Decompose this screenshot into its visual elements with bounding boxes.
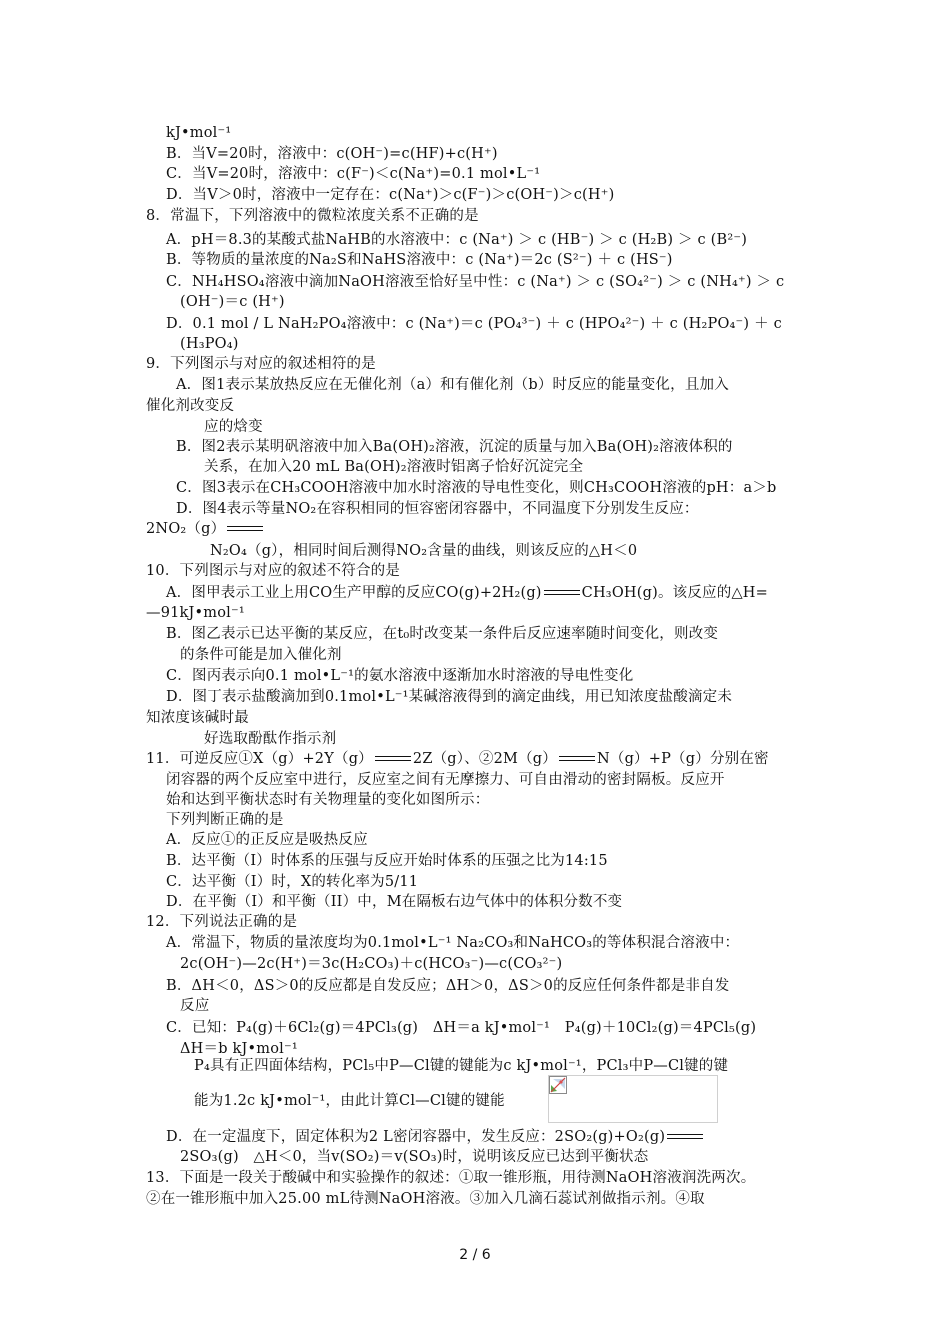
equilibrium-arrow-icon (667, 1132, 703, 1142)
q11-part3: N（g）+P（g）分别在密 (596, 751, 769, 767)
q8-option-d: D．0.1 mol / L NaH₂PO₄溶液中：c (Na⁺)＝c (PO₄³⁻) ＋ c (HPO₄²⁻) ＋ c (H₂PO₄⁻) ＋ c (166, 316, 782, 332)
q9-option-b-cont: 关系，在加入20 mL Ba(OH)₂溶液时铝离子恰好沉淀完全 (204, 459, 584, 475)
q11-prompt: 下列判断正确的是 (166, 812, 284, 828)
q10-option-d: D．图丁表示盐酸滴加到0.1mol•L⁻¹某碱溶液得到的滴定曲线，用已知浓度盐酸滴定未 (166, 689, 733, 705)
q8-option-d-cont: (H₃PO₄) (180, 336, 239, 352)
q10-option-b-cont: 的条件可能是加入催化剂 (180, 647, 342, 663)
broken-image-icon (549, 1076, 567, 1094)
q9-option-a-cont2: 应的焓变 (204, 419, 263, 435)
q12-option-c-cont2: P₄具有正四面体结构，PCl₅中P—Cl键的键能为c kJ•mol⁻¹，PCl₃中P—Cl键的键 (194, 1058, 729, 1074)
q10-option-d-cont2: 好选取酚酞作指示剂 (204, 731, 337, 747)
q11-cont2: 始和达到平衡状态时有关物理量的变化如图所示： (166, 792, 490, 808)
q11-option-c: C．达平衡（I）时，X的转化率为5/11 (166, 874, 419, 890)
q10-a-part2: CH₃OH(g)。该反应的△H= (581, 585, 768, 601)
q12-option-d-cont: 2SO₃(g) △H＜0，当v(SO₂)＝v(SO₃)时，说明该反应已达到平衡状态 (180, 1149, 649, 1165)
q9-option-d: D．图4表示等量NO₂在容积相同的恒容密闭容器中，不同温度下分别发生反应： (176, 501, 699, 517)
q10-option-c: C．图丙表示向0.1 mol•L⁻¹的氨水溶液中逐渐加水时溶液的导电性变化 (166, 668, 634, 684)
q9-option-d-eq (146, 519, 265, 539)
q11-part1: 11．可逆反应①X（g）+2Y（g） (146, 751, 373, 767)
q12-option-a: A．常温下，物质的量浓度均为0.1mol•L⁻¹ Na₂CO₃和NaHCO₃的等体积混合溶液中： (166, 935, 740, 951)
equilibrium-arrow-icon (227, 524, 263, 534)
q10-option-b: B．图乙表示已达平衡的某反应，在t₀时改变某一条件后反应速率随时间变化，则改变 (166, 626, 719, 642)
question-11-title (146, 749, 769, 769)
reactant-text: 2NO₂（g） (146, 521, 226, 537)
q12-option-c: C．已知：P₄(g)＋6Cl₂(g)＝4PCl₃(g) ΔH＝a kJ•mol⁻¹ P₄(g)＋10Cl₂(g)＝4PCl₅(g) (166, 1020, 757, 1036)
q8-option-c-cont: (OH⁻)＝c (H⁺) (180, 294, 285, 310)
q8-option-a: A．pH＝8.3的某酸式盐NaHB的水溶液中：c (Na⁺) ＞ c (HB⁻) ＞ c (H₂B) ＞ c (B²⁻) (166, 232, 748, 248)
q11-cont: 闭容器的两个反应室中进行，反应室之间有无摩擦力、可自由滑动的密封隔板。反应开 (166, 772, 725, 788)
text-line: kJ•mol⁻¹ (166, 125, 232, 141)
question-13-title: 13．下面是一段关于酸碱中和实验操作的叙述：①取一锥形瓶，用待测NaOH溶液润洗两次。 (146, 1170, 756, 1186)
q9-option-c: C．图3表示在CH₃COOH溶液中加水时溶液的导电性变化，则CH₃COOH溶液的pH：a＞b (176, 480, 777, 496)
q11-option-a: A．反应①的正反应是吸热反应 (166, 832, 368, 848)
q11-part2: 2Z（g）、②2M（g） (412, 751, 557, 767)
q10-option-d-cont: 知浓度该碱时最 (146, 710, 249, 726)
q10-option-a (166, 583, 768, 603)
page-number: 2 / 6 (459, 1247, 491, 1263)
q12-option-b-cont: 反应 (180, 998, 210, 1014)
q12-option-d (166, 1127, 705, 1147)
question-10-title: 10．下列图示与对应的叙述不符合的是 (146, 563, 401, 579)
q13-cont: ②在一锥形瓶中加入25.00 mL待测NaOH溶液。③加入几滴石蕊试剂做指示剂。④取 (146, 1191, 705, 1207)
q12-d-part1: D．在一定温度下，固定体积为2 L密闭容器中，发生反应：2SO₂(g)+O₂(g) (166, 1129, 666, 1145)
q11-option-b: B．达平衡（I）时体系的压强与反应开始时体系的压强之比为14:15 (166, 853, 608, 869)
q12-option-c-cont3: 能为1.2c kJ•mol⁻¹，由此计算Cl—Cl键的键能 (194, 1093, 505, 1109)
equilibrium-arrow-icon (375, 754, 411, 764)
image-placeholder-box (548, 1075, 718, 1123)
option-c-line: C．当V=20时，溶液中：c(F⁻)＜c(Na⁺)=0.1 mol•L⁻¹ (166, 166, 541, 182)
q9-option-d-cont: N₂O₄（g），相同时间后测得NO₂含量的曲线，则该反应的△H＜0 (210, 543, 638, 559)
equilibrium-arrow-icon (559, 754, 595, 764)
q12-option-b: B．ΔH＜0，ΔS＞0的反应都是自发反应；ΔH＞0，ΔS＞0的反应任何条件都是非自发 (166, 978, 730, 994)
equilibrium-arrow-icon (544, 588, 580, 598)
question-12-title: 12．下列说法正确的是 (146, 914, 298, 930)
q8-option-c: C．NH₄HSO₄溶液中滴加NaOH溶液至恰好呈中性：c (Na⁺) ＞ c (SO₄²⁻) ＞ c (NH₄⁺) ＞ c (166, 274, 785, 290)
q12-option-a-eq: 2c(OH⁻)—2c(H⁺)＝3c(H₂CO₃)＋c(HCO₃⁻)—c(CO₃²⁻) (180, 956, 563, 972)
option-d-line: D．当V＞0时，溶液中一定存在：c(Na⁺)＞c(F⁻)＞c(OH⁻)＞c(H⁺) (166, 187, 615, 203)
question-9-title: 9．下列图示与对应的叙述相符的是 (146, 356, 376, 372)
question-8-title: 8．常温下，下列溶液中的微粒浓度关系不正确的是 (146, 208, 479, 224)
q10-a-part1: A．图甲表示工业上用CO生产甲醇的反应CO(g)+2H₂(g) (166, 585, 542, 601)
q8-option-b: B．等物质的量浓度的Na₂S和NaHS溶液中：c (Na⁺)＝2c (S²⁻) ＋ c (HS⁻) (166, 252, 673, 268)
q10-option-a-cont: —91kJ•mol⁻¹ (146, 605, 245, 621)
q12-option-c-cont: ΔH＝b kJ•mol⁻¹ (180, 1041, 298, 1057)
q9-option-a: A．图1表示某放热反应在无催化剂（a）和有催化剂（b）时反应的能量变化，且加入 (176, 377, 729, 393)
q11-option-d: D．在平衡（I）和平衡（II）中，M在隔板右边气体中的体积分数不变 (166, 894, 623, 910)
option-b-line: B．当V=20时，溶液中：c(OH⁻)=c(HF)+c(H⁺) (166, 146, 498, 162)
q9-option-b: B．图2表示某明矾溶液中加入Ba(OH)₂溶液，沉淀的质量与加入Ba(OH)₂溶液体积的 (176, 439, 733, 455)
q9-option-a-cont: 催化剂改变反 (146, 398, 235, 414)
